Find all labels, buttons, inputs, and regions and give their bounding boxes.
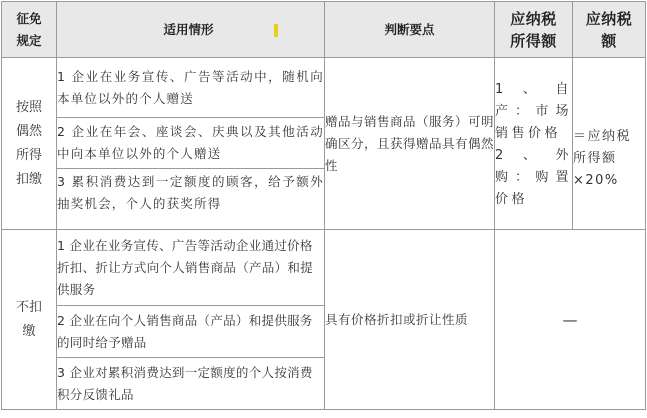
group-label-no-withhold	[2, 230, 57, 410]
header-tax-amount	[573, 2, 646, 58]
cursor-marker	[274, 24, 278, 37]
table-row	[2, 58, 646, 118]
header-taxable-line1: 应纳税	[510, 9, 557, 28]
tax-amount-text: ＝应纳税所得额 ×20%	[573, 128, 632, 188]
situation-cell: 1 企业在业务宣传、广告等活动中，随机向本单位以外的个人赠送	[57, 58, 325, 118]
key-point-cell: 具有价格折扣或折让性质	[325, 230, 495, 410]
header-tax-line1: 应纳税	[585, 9, 633, 28]
key-point-cell: 赠品与销售商品（服务）可明确区分，且获得赠品具有偶然性	[325, 58, 495, 230]
situation-cell: 3 企业对累积消费达到一定额度的个人按消费积分反馈礼品	[57, 358, 325, 410]
header-taxable-line2: 所得额	[510, 31, 557, 50]
header-situation	[57, 2, 325, 58]
header-exemption-line1: 征免	[16, 10, 42, 26]
table-row	[2, 230, 646, 306]
group-label-line: 扣缴	[15, 171, 42, 187]
header-tax-line2: 额	[601, 31, 617, 50]
group-label-line: 所得	[15, 147, 42, 163]
situation-cell: 1 企业在业务宣传、广告等活动企业通过价格折扣、折让方式向个人销售商品（产品）和提供服务	[57, 230, 325, 306]
group-label-line: 按照	[15, 99, 42, 115]
header-situation-label: 适用情形	[163, 21, 214, 37]
group-label-line: 缴	[22, 323, 36, 339]
situation-cell: 2 企业在向个人销售商品（产品）和提供服务的同时给予赠品	[57, 306, 325, 358]
situation-cell: 3 累积消费达到一定额度的顾客，给予额外抽奖机会，个人的获奖所得	[57, 169, 325, 230]
tax-amount-cell	[573, 58, 646, 230]
header-row	[2, 2, 646, 58]
group-label-line: 偶然	[15, 123, 42, 139]
dash-value: —	[562, 310, 578, 329]
tax-rules-table	[1, 1, 646, 410]
taxable-income-text: 1、自产：市场销售价格 2、外购：购置价格	[495, 81, 572, 207]
taxable-income-cell	[495, 58, 573, 230]
header-taxable-income	[495, 2, 573, 58]
situation-cell: 2 企业在年会、座谈会、庆典以及其他活动中向本单位以外的个人赠送	[57, 118, 325, 169]
header-key-point: 判断要点	[325, 2, 495, 58]
header-exemption-line2: 规定	[16, 32, 42, 48]
group-label-line: 不扣	[15, 299, 42, 315]
group-label-withhold	[2, 58, 57, 230]
header-exemption-rule	[2, 2, 57, 58]
merged-value-cell	[495, 230, 646, 410]
